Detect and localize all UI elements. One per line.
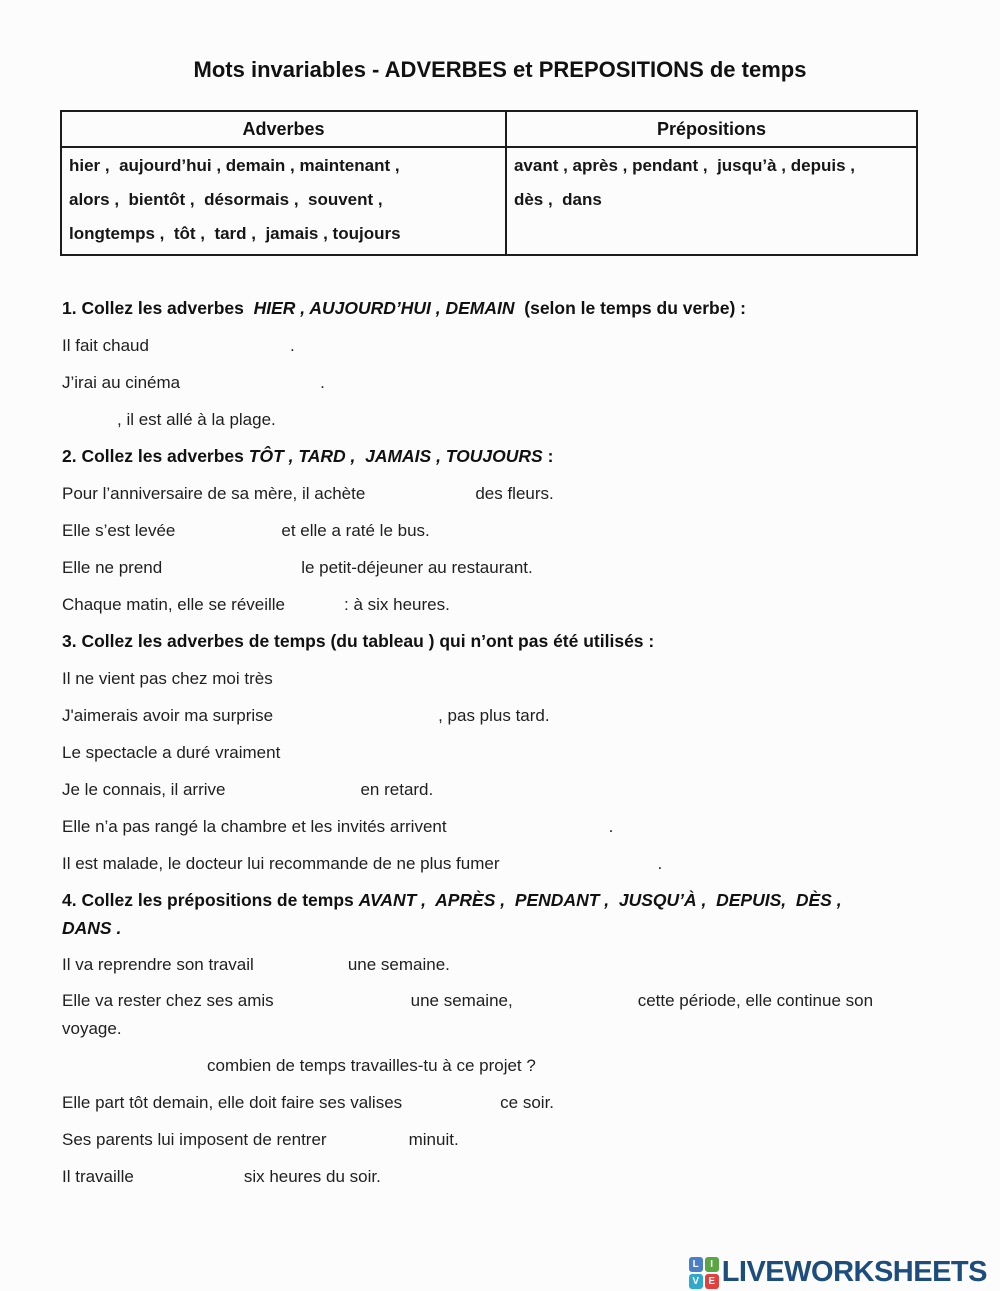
- sentence: [62, 475, 942, 512]
- answer-blank[interactable]: [365, 497, 475, 499]
- sentence-text: , pas plus tard.: [438, 706, 550, 725]
- answer-blank[interactable]: [285, 608, 344, 610]
- answer-blank[interactable]: [280, 756, 460, 758]
- vocab-table-header-row: [61, 111, 917, 147]
- logo-square-i: I: [705, 1257, 719, 1272]
- sentence-text: Il va reprendre son travail: [62, 955, 254, 974]
- sentence-text: Il est malade, le docteur lui recommande de ne plus fumer: [62, 854, 500, 873]
- vocab-table: [60, 110, 918, 256]
- sentence-text: Il travaille: [62, 1167, 134, 1186]
- sentence-text: .: [320, 373, 325, 392]
- answer-blank[interactable]: [273, 719, 438, 721]
- sentence-text: une semaine.: [347, 955, 450, 974]
- sentence: [62, 946, 942, 983]
- heading-text: 2. Collez les adverbes: [62, 446, 249, 466]
- sentence: [62, 697, 942, 734]
- sentence-text: minuit.: [408, 1130, 459, 1149]
- answer-blank[interactable]: [180, 386, 320, 388]
- answer-blank[interactable]: [274, 1004, 411, 1006]
- answer-blank[interactable]: [513, 1004, 638, 1006]
- exercise-1-heading: [62, 290, 942, 327]
- vocab-table-body-row: [61, 147, 917, 255]
- exercise-3-heading: [62, 623, 942, 660]
- sentence-text: des fleurs.: [475, 484, 554, 503]
- heading-text: 3. Collez les adverbes de temps (du tableau ) qui n’ont pas été utilisés :: [62, 631, 655, 651]
- answer-blank[interactable]: [254, 968, 348, 970]
- sentence-text: voyage.: [62, 1019, 122, 1038]
- sentence: [62, 1121, 942, 1158]
- sentence: [62, 327, 942, 364]
- answer-blank[interactable]: [402, 1106, 500, 1108]
- sentence-text: Elle s’est levée: [62, 521, 176, 540]
- sentence: [62, 364, 942, 401]
- prepositions-line: dès , dans: [513, 190, 602, 209]
- vocab-table-header-prepositions: Prépositions: [506, 111, 917, 147]
- liveworksheets-logo[interactable]: [689, 1256, 987, 1289]
- exercise-4-heading: [62, 882, 942, 946]
- heading-text: (selon le temps du verbe) :: [514, 298, 746, 318]
- heading-words: HIER , AUJOURD’HUI , DEMAIN: [253, 298, 515, 318]
- sentence-text: Chaque matin, elle se réveille: [62, 595, 286, 614]
- vocab-table-header-adverbes: Adverbes: [61, 111, 506, 147]
- sentence: [62, 586, 942, 623]
- sentence-text: Il fait chaud: [62, 336, 149, 355]
- answer-blank[interactable]: [273, 682, 453, 684]
- sentence-text: une semaine,: [410, 991, 513, 1010]
- sentence: [62, 734, 942, 771]
- sentence-text: six heures du soir.: [243, 1167, 381, 1186]
- sentence-text: J’irai au cinéma: [62, 373, 181, 392]
- sentence-text: Elle n’a pas rangé la chambre et les invités arrivent: [62, 817, 447, 836]
- answer-blank[interactable]: [225, 793, 360, 795]
- sentence: [62, 983, 942, 1047]
- sentence-text: le petit-déjeuner au restaurant.: [301, 558, 533, 577]
- exercise-2-heading: [62, 438, 942, 475]
- sentence-text: Il ne vient pas chez moi très: [62, 669, 273, 688]
- sentence-text: .: [608, 817, 614, 836]
- sentence-text: combien de temps travailles-tu à ce projet ?: [207, 1056, 536, 1075]
- sentence-text: .: [657, 854, 663, 873]
- sentence: [62, 660, 942, 697]
- adverbes-line: hier , aujourd’hui , demain , maintenant ,: [69, 156, 400, 175]
- answer-blank[interactable]: [447, 830, 609, 832]
- vocab-cell-prepositions: [506, 147, 917, 255]
- sentence: [62, 549, 942, 586]
- sentence: [62, 808, 942, 845]
- heading-text: 4. Collez les prépositions de temps: [62, 890, 359, 910]
- sentence-text: Ses parents lui imposent de rentrer: [62, 1130, 327, 1149]
- sentence-text: ce soir.: [500, 1093, 555, 1112]
- liveworksheets-logo-text: LIVEWORKSHEETS: [721, 1256, 987, 1288]
- vocab-cell-adverbes: [61, 147, 506, 255]
- answer-blank[interactable]: [134, 1180, 244, 1182]
- sentence-text: Je le connais, il arrive: [62, 780, 226, 799]
- heading-words: TÔT , TARD , JAMAIS , TOUJOURS: [248, 446, 543, 466]
- answer-blank[interactable]: [62, 1069, 207, 1071]
- prepositions-line: avant , après , pendant , jusqu’à , depuis ,: [513, 156, 855, 175]
- logo-square-e: E: [705, 1274, 719, 1289]
- sentence-text: en retard.: [360, 780, 434, 799]
- sentence-text: cette période, elle continue son: [637, 991, 874, 1010]
- adverbes-line: alors , bientôt , désormais , souvent ,: [69, 190, 383, 209]
- sentence: [62, 771, 942, 808]
- sentence: [62, 512, 942, 549]
- answer-blank[interactable]: [327, 1143, 409, 1145]
- sentence-text: .: [289, 336, 295, 355]
- sentence: [62, 1084, 942, 1121]
- heading-text: :: [542, 446, 554, 466]
- logo-square-l: L: [689, 1257, 703, 1272]
- sentence-text: Pour l’anniversaire de sa mère, il achète: [62, 484, 366, 503]
- sentence-text: Le spectacle a duré vraiment: [62, 743, 281, 762]
- adverbes-line: longtemps , tôt , tard , jamais , toujours: [69, 224, 401, 243]
- answer-blank[interactable]: [162, 571, 301, 573]
- exercises-area: [0, 290, 1000, 1195]
- page-title: Mots invariables - ADVERBES et PREPOSITIONS de temps: [193, 57, 807, 82]
- sentence-text: Elle ne prend: [62, 558, 163, 577]
- sentence: [62, 401, 942, 438]
- logo-square-v: V: [689, 1274, 703, 1289]
- answer-blank[interactable]: [149, 349, 290, 351]
- sentence: [62, 1158, 942, 1195]
- sentence-text: , il est allé à la plage.: [117, 410, 276, 429]
- sentence-text: et elle a raté le bus.: [281, 521, 430, 540]
- answer-blank[interactable]: [62, 423, 117, 425]
- heading-words: AVANT , APRÈS , PENDANT , JUSQU’À , DEPUIS, DÈS ,: [358, 890, 842, 910]
- sentence-text: J'aimerais avoir ma surprise: [62, 706, 274, 725]
- sentence: [62, 845, 942, 882]
- answer-blank[interactable]: [500, 867, 658, 869]
- sentence: [62, 1047, 942, 1084]
- sentence-text: Elle part tôt demain, elle doit faire ses valises: [62, 1093, 403, 1112]
- sentence-text: : à six heures.: [344, 595, 450, 614]
- liveworksheets-logo-icon: [689, 1257, 719, 1289]
- heading-text: 1. Collez les adverbes: [62, 298, 254, 318]
- heading-words: DANS .: [62, 918, 122, 938]
- sentence-text: Elle va rester chez ses amis: [62, 991, 274, 1010]
- answer-blank[interactable]: [175, 534, 281, 536]
